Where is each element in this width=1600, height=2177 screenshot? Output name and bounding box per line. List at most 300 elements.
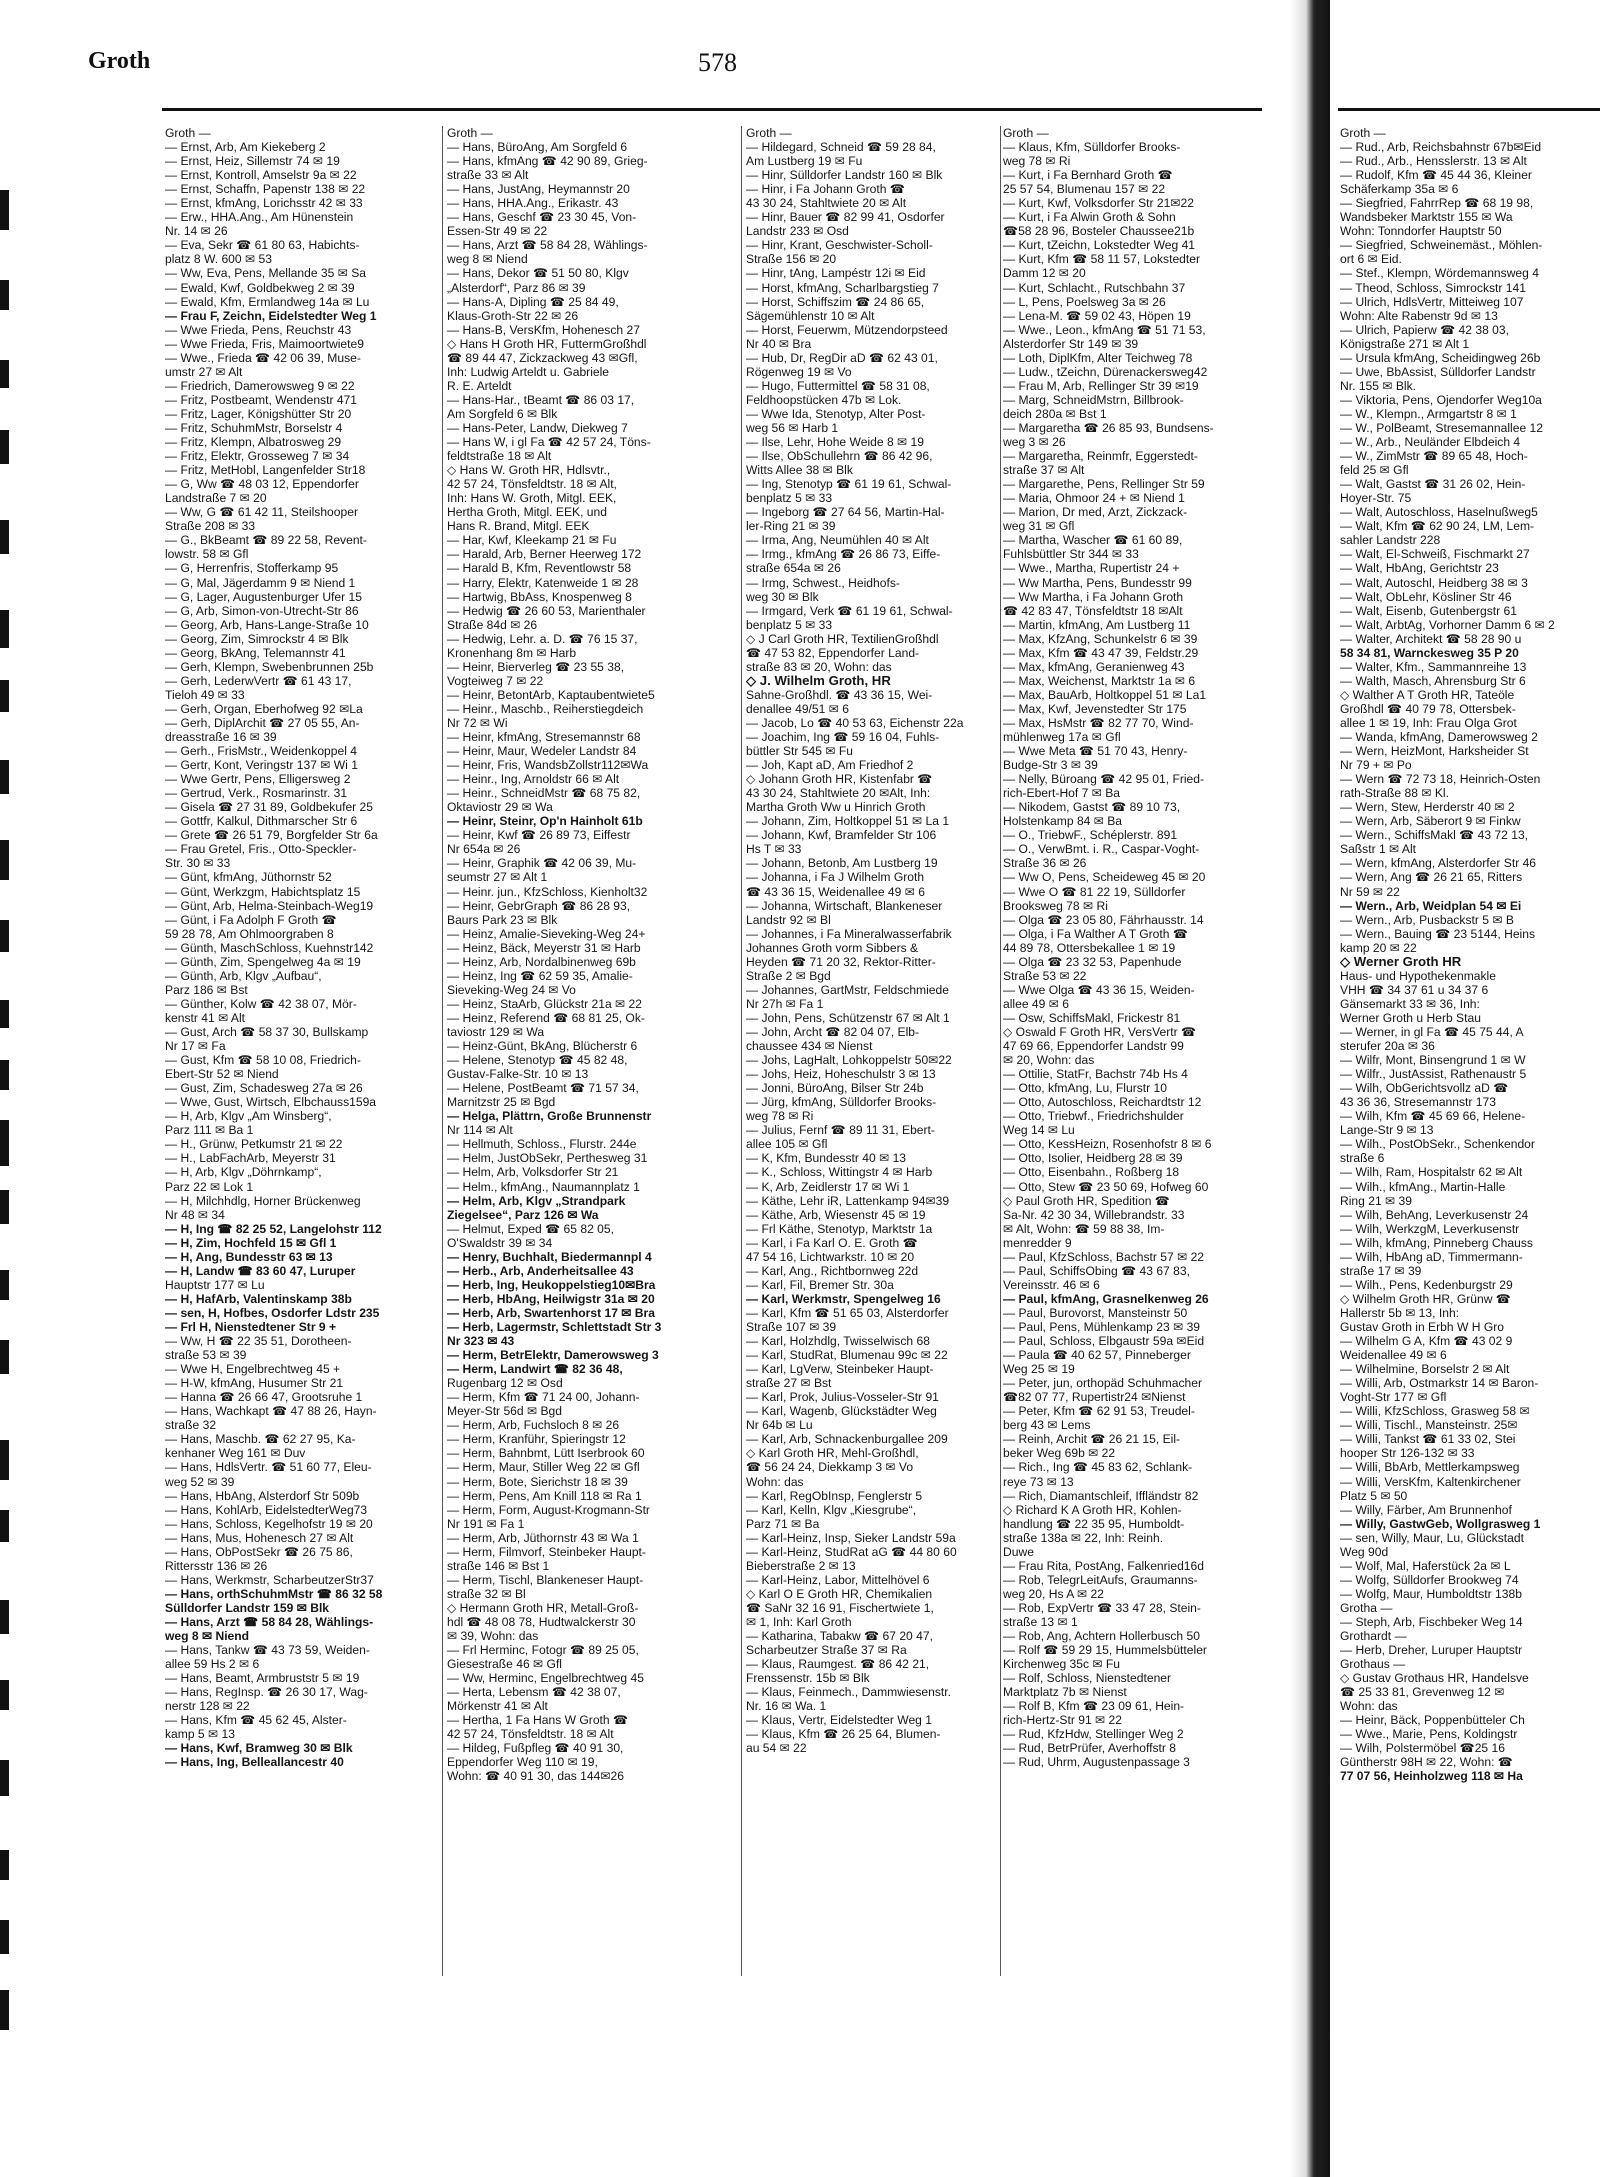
directory-entry: Meyer-Str 56d ✉ Bgd bbox=[447, 1404, 562, 1419]
directory-entry: ◇ Paul Groth HR, Spedition ☎ bbox=[1003, 1193, 1170, 1208]
book-gutter bbox=[1290, 0, 1330, 2177]
directory-entry: — Rud, KfzHdw, Stellinger Weg 2 bbox=[1003, 1727, 1184, 1742]
directory-entry: — O., VerwBmt. i. R., Caspar-Voght- bbox=[1003, 842, 1200, 857]
directory-entry: — Heinr, Kwf ☎ 26 89 73, Eiffestr bbox=[447, 828, 631, 843]
directory-entry: ☎ 43 36 15, Weidenallee 49 ✉ 6 bbox=[746, 884, 925, 899]
directory-entry: — Wern, Ang ☎ 26 21 65, Ritters bbox=[1340, 870, 1523, 885]
directory-entry: — Heinz, Amalie-Sieveking-Weg 24+ bbox=[447, 926, 646, 941]
directory-entry: 42 57 24, Tönsfeldtstr. 18 ✉ Alt bbox=[447, 1727, 614, 1742]
directory-entry: Nr 654a ✉ 26 bbox=[447, 842, 521, 857]
directory-entry: Nr 323 ✉ 43 bbox=[447, 1334, 515, 1349]
directory-entry: — Lena-M. ☎ 59 02 43, Höpen 19 bbox=[1003, 308, 1191, 323]
directory-entry: — Hans, BüroAng, Am Sorgfeld 6 bbox=[447, 140, 628, 155]
directory-entry: — Helga, Plättrn, Große Brunnenstr bbox=[447, 1109, 652, 1124]
directory-entry: — Siegfried, FahrrRep ☎ 68 19 98, bbox=[1340, 196, 1534, 211]
directory-entry: Tieloh 49 ✉ 33 bbox=[165, 687, 245, 702]
directory-entry: — Gust, Zim, Schadesweg 27a ✉ 26 bbox=[165, 1081, 363, 1096]
directory-entry: — Johs, Heiz, Hoheschulstr 3 ✉ 13 bbox=[746, 1067, 936, 1082]
directory-entry: — Willy, Färber, Am Brunnenhof bbox=[1340, 1502, 1512, 1517]
directory-entry: — Johannes, i Fa Mineralwasserfabrik bbox=[746, 926, 952, 941]
directory-entry: — Hinr, i Fa Johann Groth ☎ bbox=[746, 182, 905, 197]
directory-entry: — Heinr., Ing, Arnoldstr 66 ✉ Alt bbox=[447, 772, 620, 787]
directory-entry: — Herm, Bote, Sierichstr 18 ✉ 39 bbox=[447, 1474, 628, 1489]
directory-entry: Wohn: das bbox=[746, 1474, 804, 1489]
directory-entry: — Rud, BetrPrüfer, Averhoffstr 8 bbox=[1003, 1741, 1176, 1756]
directory-entry: — Har, Kwf, Kleekamp 21 ✉ Fu bbox=[447, 533, 617, 548]
directory-entry: — Heinr, Maur, Wedeler Landstr 84 bbox=[447, 744, 637, 759]
directory-entry: — Ernst, Schaffn, Papenstr 138 ✉ 22 bbox=[165, 182, 366, 197]
directory-entry: — Heinr., Maschb., Reiherstiegdeich bbox=[447, 701, 644, 716]
directory-entry: straße 6 bbox=[1340, 1151, 1385, 1166]
directory-entry: — Günt, Arb, Helma-Steinbach-Weg19 bbox=[165, 898, 374, 913]
directory-entry: Straße 36 ✉ 26 bbox=[1003, 856, 1087, 871]
directory-entry: — Hans, Geschf ☎ 23 30 45, Von- bbox=[447, 210, 637, 225]
directory-entry: Rugenbarg 12 ✉ Osd bbox=[447, 1376, 563, 1391]
directory-entry: — Willi, Tischl., Mansteinstr. 25✉ bbox=[1340, 1418, 1518, 1433]
directory-entry: — Fritz, MetHobl, Langenfelder Str18 bbox=[165, 463, 366, 478]
directory-entry: — Karl, StudRat, Blumenau 99c ✉ 22 bbox=[746, 1348, 948, 1363]
directory-entry: benplatz 5 ✉ 33 bbox=[746, 491, 833, 506]
directory-entry: — Hinr, tAng, Lampéstr 12i ✉ Eid bbox=[746, 266, 926, 281]
directory-entry: — Fritz, Postbeamt, Wendenstr 471 bbox=[165, 392, 358, 407]
directory-entry: — Hedwig, Lehr. a. D. ☎ 76 15 37, bbox=[447, 631, 638, 646]
directory-entry: ◇ J Carl Groth HR, TextilienGroßhdl bbox=[746, 631, 939, 646]
directory-entry: — Gust, Arch ☎ 58 37 30, Bullskamp bbox=[165, 1025, 369, 1039]
directory-entry: R. E. Arteldt bbox=[447, 378, 512, 393]
directory-entry: — Frau F, Zeichn, Eidelstedter Weg 1 bbox=[165, 308, 377, 323]
directory-entry: Oktaviostr 29 ✉ Wa bbox=[447, 800, 553, 815]
directory-entry: — Wwe., Frieda ☎ 42 06 39, Muse- bbox=[165, 350, 361, 365]
directory-entry: Haus- und Hypothekenmakle bbox=[1340, 968, 1496, 983]
directory-entry: — Frau Rita, PostAng, Falkenried16d bbox=[1003, 1558, 1204, 1573]
directory-entry: — Nikodem, Gastst ☎ 89 10 73, bbox=[1003, 800, 1181, 815]
directory-entry: — Ernst, Arb, Am Kiekeberg 2 bbox=[165, 140, 326, 155]
directory-entry: Straße 107 ✉ 39 bbox=[746, 1319, 837, 1334]
directory-entry: Kronenhang 8m ✉ Harb bbox=[447, 645, 577, 660]
directory-entry: — Steph, Arb, Fischbeker Weg 14 bbox=[1340, 1614, 1523, 1629]
directory-entry: — Otto, kfmAng, Lu, Flurstr 10 bbox=[1003, 1081, 1167, 1096]
directory-entry: — Marion, Dr med, Arzt, Zickzack- bbox=[1003, 505, 1188, 520]
directory-entry: Mörkenstr 41 ✉ Alt bbox=[447, 1699, 548, 1714]
directory-entry: — Jacob, Lo ☎ 40 53 63, Eichenstr 22a bbox=[746, 715, 964, 730]
directory-entry: — Hildegard, Schneid ☎ 59 28 84, bbox=[746, 140, 936, 155]
directory-entry: — Wolf, Mal, Haferstück 2a ✉ L bbox=[1340, 1558, 1511, 1573]
directory-entry: — Karl-Heinz, Insp, Sieker Landstr 59a bbox=[746, 1530, 956, 1545]
directory-entry: — Willi, Arb, Ostmarkstr 14 ✉ Baron- bbox=[1340, 1376, 1539, 1391]
directory-entry: Hoyer-Str. 75 bbox=[1340, 491, 1412, 506]
directory-entry: — sen, H, Hofbes, Osdorfer Ldstr 235 bbox=[165, 1305, 380, 1320]
directory-entry: — Walt, Eisenb, Gutenbergstr 61 bbox=[1340, 603, 1518, 618]
directory-entry: rich-Hertz-Str 91 ✉ 22 bbox=[1003, 1713, 1123, 1728]
directory-entry: — Gust, Kfm ☎ 58 10 08, Friedrich- bbox=[165, 1053, 361, 1068]
directory-entry: Groth — bbox=[1340, 126, 1386, 140]
directory-entry: weg 78 ✉ Ri bbox=[746, 1109, 814, 1124]
directory-entry: — Herm, Arb, Fuchsloch 8 ✉ 26 bbox=[447, 1418, 620, 1433]
directory-entry: mühlenweg 17a ✉ Gfl bbox=[1003, 730, 1121, 745]
directory-entry: — Günth, MaschSchloss, Kuehnstr142 bbox=[165, 940, 374, 955]
directory-entry: — Jonni, BüroAng, Bilser Str 24b bbox=[746, 1081, 924, 1096]
directory-entry: taviostr 129 ✉ Wa bbox=[447, 1025, 545, 1039]
directory-entry: — Herm, Maur, Stiller Weg 22 ✉ Gfl bbox=[447, 1460, 640, 1475]
directory-entry: — Paul, SchiffsObing ☎ 43 67 83, bbox=[1003, 1263, 1190, 1278]
directory-entry: — Hans, ObPostSekr ☎ 26 75 86, bbox=[165, 1544, 353, 1559]
directory-entry: chaussee 434 ✉ Nienst bbox=[746, 1039, 873, 1054]
directory-entry: — Ursula kfmAng, Scheidingweg 26b bbox=[1340, 350, 1541, 365]
directory-entry: Straße 156 ✉ 20 bbox=[746, 252, 837, 267]
directory-entry: — Klaus, Feinmech., Dammwiesenstr. bbox=[746, 1685, 951, 1700]
directory-entry: Nr 48 ✉ 34 bbox=[165, 1207, 225, 1222]
directory-entry: Hans R. Brand, Mitgl. EEK bbox=[447, 519, 590, 534]
directory-entry: — Günth, Zim, Spengelweg 4a ✉ 19 bbox=[165, 954, 361, 969]
directory-entry: — Wwe, Gust, Wirtsch, Elbchauss159a bbox=[165, 1095, 377, 1110]
directory-entry: — Siegfried, Schweinemäst., Möhlen- bbox=[1340, 238, 1543, 253]
directory-entry: menredder 9 bbox=[1003, 1235, 1072, 1250]
directory-entry: — Frau M, Arb, Rellinger Str 39 ✉19 bbox=[1003, 378, 1199, 393]
directory-entry: O'Swaldstr 39 ✉ 34 bbox=[447, 1235, 553, 1250]
directory-entry: straße 33 ✉ Alt bbox=[447, 168, 529, 183]
directory-entry: — Ww Martha, Pens, Bundesstr 99 bbox=[1003, 575, 1192, 590]
directory-entry: — Günther, Kolw ☎ 42 38 07, Mör- bbox=[165, 996, 357, 1011]
directory-entry: — Hans, Arzt ☎ 58 84 28, Wählings- bbox=[447, 238, 648, 253]
directory-entry: — Gottfr, Kalkul, Dithmarscher Str 6 bbox=[165, 814, 358, 829]
directory-entry: — Kurt, Schlacht., Rutschbahn 37 bbox=[1003, 280, 1186, 295]
directory-entry: weg 20, Hs A ✉ 22 bbox=[1003, 1586, 1104, 1601]
directory-entry: — Wilh, BehAng, Leverkusenstr 24 bbox=[1340, 1207, 1529, 1222]
directory-entry: — Wern, Stew, Herderstr 40 ✉ 2 bbox=[1340, 800, 1515, 815]
directory-entry: ✉ 1, Inh: Karl Groth bbox=[746, 1614, 852, 1629]
directory-entry: — Gertr, Kont, Veringstr 137 ✉ Wi 1 bbox=[165, 758, 358, 773]
directory-entry: — Frl Herminc, Fotogr ☎ 89 25 05, bbox=[447, 1643, 639, 1658]
directory-entry: Alsterdorfer Str 149 ✉ 39 bbox=[1003, 336, 1139, 351]
directory-entry: — Walt, ObLehr, Kösliner Str 46 bbox=[1340, 589, 1512, 604]
directory-entry: weg 30 ✉ Blk bbox=[746, 589, 819, 604]
directory-entry: — Käthe, Arb, Wiesenstr 45 ✉ 19 bbox=[746, 1207, 926, 1222]
directory-entry: Hauptstr 177 ✉ Lu bbox=[165, 1277, 265, 1292]
directory-entry: — Gerh, LederwVertr ☎ 61 43 17, bbox=[165, 673, 352, 688]
directory-entry: sterufer 20a ✉ 36 bbox=[1340, 1039, 1435, 1054]
directory-entry: Holstenkamp 84 ✉ Ba bbox=[1003, 814, 1123, 829]
directory-entry: — Hellmuth, Schloss., Flurstr. 244e bbox=[447, 1137, 637, 1152]
directory-entry: ☎ 47 53 82, Eppendorfer Land- bbox=[746, 645, 920, 660]
directory-entry: — Hinr, Krant, Geschwister-Scholl- bbox=[746, 238, 933, 253]
directory-entry: Am Lustberg 19 ✉ Fu bbox=[746, 154, 863, 169]
directory-entry: allee 1 ✉ 19, Inh: Frau Olga Grot bbox=[1340, 715, 1517, 730]
directory-entry: — Martin, kfmAng, Am Lustberg 11 bbox=[1003, 617, 1191, 632]
directory-entry: — Ulrich, HdlsVertr, Mitteiweg 107 bbox=[1340, 294, 1524, 309]
directory-column-2 bbox=[447, 126, 723, 1784]
directory-entry: — Irmg, Schwest., Heidhofs- bbox=[746, 575, 900, 590]
header-rule-right-page bbox=[1338, 108, 1600, 111]
directory-entry: — Karl, Kelln, Klgv „Kiesgrube“, bbox=[746, 1502, 917, 1517]
directory-entry: Klaus-Groth-Str 22 ✉ 26 bbox=[447, 308, 579, 323]
directory-entry: — Ww O, Pens, Scheideweg 45 ✉ 20 bbox=[1003, 870, 1206, 885]
directory-entry: — Gerh, Organ, Eberhofweg 92 ✉La bbox=[165, 701, 363, 716]
directory-entry: Straße 84d ✉ 26 bbox=[447, 617, 538, 632]
directory-entry: Hallerstr 5b ✉ 13, Inh: bbox=[1340, 1305, 1460, 1320]
directory-entry: — Heinz, StaArb, Glückstr 21a ✉ 22 bbox=[447, 996, 642, 1011]
directory-entry: — Wwe Frieda, Pens, Reuchstr 43 bbox=[165, 322, 352, 337]
directory-entry: VHH ☎ 34 37 61 u 34 37 6 bbox=[1340, 982, 1489, 997]
directory-entry: — Frl H, Nienstedtener Str 9 + bbox=[165, 1319, 337, 1334]
directory-entry: — Hugo, Futtermittel ☎ 58 31 08, bbox=[746, 378, 930, 393]
directory-entry: Vereinsstr. 46 ✉ 6 bbox=[1003, 1277, 1100, 1292]
directory-entry: ✉ 39, Wohn: das bbox=[447, 1629, 539, 1644]
directory-entry: — Heinr, Bierverleg ☎ 23 55 38, bbox=[447, 659, 625, 674]
directory-entry: — Karl, RegObInsp, Fenglerstr 5 bbox=[746, 1488, 923, 1503]
directory-entry: — Heinz, Referend ☎ 68 81 25, Ok- bbox=[447, 1010, 645, 1025]
directory-entry: weg 8 ✉ Niend bbox=[447, 252, 528, 267]
directory-entry: — Wern., Arb, Weidplan 54 ✉ Ei bbox=[1340, 898, 1522, 913]
directory-entry: — Wilh, WerkzgM, Leverkusenstr bbox=[1340, 1221, 1520, 1236]
directory-entry: — Walter, Architekt ☎ 58 28 90 u bbox=[1340, 631, 1522, 646]
directory-entry: denallee 49/51 ✉ 6 bbox=[746, 701, 849, 716]
directory-entry: — Hartwig, BbAss, Knospenweg 8 bbox=[447, 589, 632, 604]
directory-entry: allee 105 ✉ Gfl bbox=[746, 1137, 828, 1152]
directory-entry: Nr 27h ✉ Fa 1 bbox=[746, 996, 824, 1011]
directory-entry: — Wilh, kfmAng, Pinneberg Chauss bbox=[1340, 1235, 1533, 1250]
directory-entry: — Wern, Arb, Säberort 9 ✉ Finkw bbox=[1340, 814, 1521, 829]
directory-entry: Sa-Nr. 42 30 34, Willebrandstr. 33 bbox=[1003, 1207, 1185, 1222]
directory-entry: — Helm, Arb, Volksdorfer Str 21 bbox=[447, 1165, 619, 1180]
directory-entry: — Johs, LagHalt, Lohkoppelstr 50✉22 bbox=[746, 1053, 952, 1068]
directory-entry: umstr 27 ✉ Alt bbox=[165, 364, 243, 379]
directory-entry: — Uwe, BbAssist, Sülldorfer Landstr bbox=[1340, 364, 1536, 379]
directory-entry: Wohn: das bbox=[1340, 1699, 1398, 1714]
page-header bbox=[88, 28, 1258, 78]
directory-entry: Nr 59 ✉ 22 bbox=[1340, 884, 1400, 899]
directory-entry: Ebert-Str 52 ✉ Niend bbox=[165, 1067, 279, 1082]
directory-entry: — Helene, Stenotyp ☎ 45 82 48, bbox=[447, 1053, 628, 1068]
directory-entry: hdl ☎ 48 08 78, Hudtwalckerstr 30 bbox=[447, 1614, 636, 1629]
directory-entry: — Olga, i Fa Walther A T Groth ☎ bbox=[1003, 926, 1188, 941]
directory-entry: — Ing, Stenotyp ☎ 61 19 61, Schwal- bbox=[746, 477, 952, 492]
directory-entry: — Helm, Arb, Klgv „Strandpark bbox=[447, 1193, 626, 1208]
directory-entry: ✉ 20, Wohn: das bbox=[1003, 1053, 1095, 1068]
directory-entry: — Rich, Diamantschleif, Iffländstr 82 bbox=[1003, 1488, 1199, 1503]
directory-entry: — Horst, kfmAng, Scharlbargstieg 7 bbox=[746, 280, 939, 295]
directory-entry: Straße 208 ✉ 33 bbox=[165, 519, 256, 534]
directory-entry: — G, Ww ☎ 48 03 12, Eppendorfer bbox=[165, 477, 359, 492]
directory-entry: — Hans, HHA.Ang., Erikastr. 43 bbox=[447, 196, 619, 211]
directory-entry: ler-Ring 21 ✉ 39 bbox=[746, 519, 836, 534]
directory-entry: — Hans, Beamt, Armbruststr 5 ✉ 19 bbox=[165, 1671, 360, 1686]
directory-entry: — Ilse, Lehr, Hohe Weide 8 ✉ 19 bbox=[746, 435, 924, 450]
directory-entry: — Hertha, 1 Fa Hans W Groth ☎ bbox=[447, 1713, 629, 1728]
directory-entry: — Hinr, Sülldorfer Landstr 160 ✉ Blk bbox=[746, 168, 943, 183]
directory-entry: — H-W, kfmAng, Husumer Str 21 bbox=[165, 1376, 344, 1391]
directory-entry: Hertha Groth, Mitgl. EEK, und bbox=[447, 505, 607, 520]
directory-entry: — Otto, KessHeizn, Rosenhofstr 8 ✉ 6 bbox=[1003, 1137, 1212, 1152]
directory-entry: weg 78 ✉ Ri bbox=[1003, 154, 1071, 169]
directory-entry: rich-Ebert-Hof 7 ✉ Ba bbox=[1003, 786, 1120, 801]
directory-entry: Nr 64b ✉ Lu bbox=[746, 1418, 813, 1433]
directory-entry: Groth — bbox=[165, 126, 211, 140]
directory-entry: Martha Groth Ww u Hinrich Groth bbox=[746, 800, 926, 815]
directory-entry: — Rud., Arb., Hensslerstr. 13 ✉ Alt bbox=[1340, 154, 1527, 169]
directory-entry: Budge-Str 3 ✉ 39 bbox=[1003, 758, 1098, 773]
directory-entry: allee 49 ✉ 6 bbox=[1003, 996, 1069, 1011]
directory-entry: — Grete ☎ 26 51 79, Borgfelder Str 6a bbox=[165, 828, 378, 843]
directory-entry: Nr 40 ✉ Bra bbox=[746, 336, 812, 351]
directory-entry: Parz 71 ✉ Ba bbox=[746, 1516, 820, 1531]
directory-entry: — Willi, Tankst ☎ 61 33 02, Stei bbox=[1340, 1432, 1516, 1447]
directory-entry: — Reinh, Archit ☎ 26 21 15, Eil- bbox=[1003, 1432, 1181, 1447]
directory-entry: — Harald, Arb, Berner Heerweg 172 bbox=[447, 547, 642, 562]
directory-entry: Wohn: ☎ 40 91 30, das 144✉26 bbox=[447, 1769, 624, 1784]
directory-entry: — Frl Käthe, Stenotyp, Marktstr 1a bbox=[746, 1221, 933, 1236]
directory-entry: Voght-Str 177 ✉ Gfl bbox=[1340, 1390, 1447, 1405]
directory-entry: — Johanna, i Fa J Wilhelm Groth bbox=[746, 870, 925, 885]
directory-entry: — Walt, Gastst ☎ 31 26 02, Hein- bbox=[1340, 477, 1526, 492]
directory-entry: Königstraße 271 ✉ Alt 1 bbox=[1340, 336, 1470, 351]
directory-entry: ☎ 89 44 47, Zickzackweg 43 ✉Gfl, bbox=[447, 350, 638, 365]
directory-entry: — Ww Martha, i Fa Johann Groth bbox=[1003, 589, 1184, 604]
directory-entry: — Wilh, Ram, Hospitalstr 62 ✉ Alt bbox=[1340, 1165, 1523, 1180]
directory-entry: ◇ Karl Groth HR, Mehl-Großhdl, bbox=[746, 1446, 919, 1461]
directory-entry: — Wern., Bauing ☎ 23 5144, Heins bbox=[1340, 926, 1536, 941]
directory-entry: — K, Kfm, Bundesstr 40 ✉ 13 bbox=[746, 1151, 907, 1166]
directory-entry: rath-Straße 88 ✉ Kl. bbox=[1340, 786, 1449, 801]
directory-entry: — Herm, Form, August-Krogmann-Str bbox=[447, 1502, 650, 1517]
directory-entry: — Fritz, Klempn, Albatrosweg 29 bbox=[165, 435, 342, 450]
directory-entry: — Gerh, DiplArchit ☎ 27 05 55, An- bbox=[165, 715, 360, 730]
directory-entry: — Herm, Kranführ, Spieringstr 12 bbox=[447, 1432, 626, 1447]
directory-entry: — Irmgard, Verk ☎ 61 19 61, Schwal- bbox=[746, 603, 953, 618]
directory-entry: Hs T ✉ 33 bbox=[746, 842, 802, 857]
directory-entry: ◇ Richard K A Groth HR, Kohlen- bbox=[1003, 1502, 1182, 1517]
directory-entry: Eppendorfer Weg 110 ✉ 19, bbox=[447, 1755, 598, 1770]
directory-entry: — H., LabFachArb, Meyerstr 31 bbox=[165, 1151, 336, 1166]
directory-entry: — Nelly, Büroang ☎ 42 95 01, Fried- bbox=[1003, 772, 1205, 787]
directory-entry: — Walt, ArbtAg, Vorhorner Damm 6 ✉ 2 bbox=[1340, 617, 1555, 632]
directory-entry: — Walth, Masch, Ahrensburg Str 6 bbox=[1340, 673, 1526, 688]
directory-entry: — Helmut, Exped ☎ 65 82 05, bbox=[447, 1221, 614, 1236]
directory-entry: — Maria, Ohmoor 24 + ✉ Niend 1 bbox=[1003, 491, 1185, 506]
directory-entry: — Hans, Maschb. ☎ 62 27 95, Ka- bbox=[165, 1432, 356, 1447]
directory-entry: Essen-Str 49 ✉ 22 bbox=[447, 224, 548, 239]
directory-entry: — Hanna ☎ 26 66 47, Grootsruhe 1 bbox=[165, 1390, 363, 1405]
directory-entry: — Karl, Arb, Schnackenburgallee 209 bbox=[746, 1432, 948, 1447]
directory-entry: — Klaus, Vertr, Eidelstedter Weg 1 bbox=[746, 1713, 932, 1728]
directory-entry: — John, Pens, Schützenstr 67 ✉ Alt 1 bbox=[746, 1010, 950, 1025]
directory-entry: Weg 14 ✉ Lu bbox=[1003, 1123, 1075, 1138]
directory-entry: — Werner, in gl Fa ☎ 45 75 44, A bbox=[1340, 1025, 1524, 1039]
directory-entry: — Theod, Schloss, Simrockstr 141 bbox=[1340, 280, 1526, 295]
directory-entry: Platz 5 ✉ 50 bbox=[1340, 1488, 1408, 1503]
directory-entry: — G, Lager, Augustenburger Ufer 15 bbox=[165, 589, 362, 604]
directory-entry: ◇ Walther A T Groth HR, Tateöle bbox=[1340, 687, 1515, 702]
directory-entry: — Wwe O ☎ 81 22 19, Sülldorfer bbox=[1003, 884, 1186, 899]
directory-entry: — Hans, Tankw ☎ 43 73 59, Weiden- bbox=[165, 1643, 370, 1658]
directory-entry: Groth — bbox=[447, 126, 493, 140]
directory-entry: — Walt, HbAng, Gerichtstr 23 bbox=[1340, 561, 1499, 576]
directory-entry: Witts Allee 38 ✉ Blk bbox=[746, 463, 853, 478]
directory-entry: — Horst, Schiffszim ☎ 24 86 65, bbox=[746, 294, 925, 309]
directory-entry: — Willi, VersKfm, Kaltenkirchener bbox=[1340, 1474, 1521, 1489]
directory-entry: Inh: Ludwig Arteldt u. Gabriele bbox=[447, 364, 610, 379]
directory-entry: ◇ Wilhelm Groth HR, Grünw ☎ bbox=[1340, 1291, 1511, 1306]
directory-entry: 25 57 54, Blumenau 157 ✉ 22 bbox=[1003, 182, 1166, 197]
directory-entry: — Wolfg, Sülldorfer Brookweg 74 bbox=[1340, 1572, 1519, 1587]
directory-entry: — O., TriebwF., Schéplerstr. 891 bbox=[1003, 828, 1178, 843]
directory-entry: straße 27 ✉ Bst bbox=[746, 1376, 832, 1391]
directory-entry: Feldhoopstücken 47b ✉ Lok. bbox=[746, 392, 902, 407]
directory-entry: — Wilhelm G A, Kfm ☎ 43 02 9 bbox=[1340, 1334, 1513, 1349]
directory-entry: — Heinr. jun., KfzSchloss, Kienholt32 bbox=[447, 884, 648, 899]
directory-entry: Sahne-Großhdl. ☎ 43 36 15, Wei- bbox=[746, 687, 933, 702]
directory-entry: — Stef., Klempn, Wördemannsweg 4 bbox=[1340, 266, 1539, 281]
directory-entry: — Peter, jun, orthopäd Schuhmacher bbox=[1003, 1376, 1202, 1391]
directory-entry: — Gerh., FrisMstr., Weidenkoppel 4 bbox=[165, 744, 357, 759]
directory-entry: Kirchenweg 35c ✉ Fu bbox=[1003, 1657, 1121, 1672]
directory-entry: — Heinr., SchneidMstr ☎ 68 75 82, bbox=[447, 786, 641, 801]
directory-entry: — Wilhelmine, Borselstr 2 ✉ Alt bbox=[1340, 1362, 1510, 1377]
directory-entry: — Hans, kfmAng ☎ 42 90 89, Grieg- bbox=[447, 154, 648, 169]
directory-entry: — H, Ing ☎ 82 25 52, Langelohstr 112 bbox=[165, 1221, 382, 1236]
directory-entry: — Günt, kfmAng, Jüthornstr 52 bbox=[165, 870, 332, 885]
directory-entry: ✉ Alt, Wohn: ☎ 59 88 38, Im- bbox=[1003, 1221, 1165, 1236]
directory-entry: — Gertrud, Verk., Rosmarinstr. 31 bbox=[165, 786, 348, 801]
directory-entry: — Günth, Arb, Klgv „Aufbau“, bbox=[165, 968, 322, 983]
directory-entry: kamp 20 ✉ 22 bbox=[1340, 940, 1417, 955]
directory-entry: Gustav Groth in Erbh W H Gro bbox=[1340, 1319, 1504, 1334]
directory-entry: ☎58 28 96, Bosteler Chaussee21b bbox=[1003, 224, 1195, 239]
directory-entry: — Rob, Ang, Achtern Hollerbusch 50 bbox=[1003, 1629, 1200, 1644]
directory-entry: — Paul, Burovorst, Mansteinstr 50 bbox=[1003, 1305, 1188, 1320]
directory-entry: 47 69 66, Eppendorfer Landstr 99 bbox=[1003, 1039, 1184, 1054]
directory-entry: kenstr 41 ✉ Alt bbox=[165, 1010, 246, 1025]
directory-entry: — Hedwig ☎ 26 60 53, Marienthaler bbox=[447, 603, 646, 618]
directory-entry: — Hans, Dekor ☎ 51 50 80, Klgv bbox=[447, 266, 629, 281]
directory-entry: au 54 ✉ 22 bbox=[746, 1741, 807, 1756]
directory-entry: ort 6 ✉ Eid. bbox=[1340, 252, 1402, 267]
directory-entry: — Paul, Pens, Mühlenkamp 23 ✉ 39 bbox=[1003, 1319, 1201, 1334]
directory-entry: — Heinr, Fris, WandsbZollstr112✉Wa bbox=[447, 758, 649, 773]
directory-entry: — H, HafArb, Valentinskamp 38b bbox=[165, 1291, 352, 1306]
directory-entry: — Hans, Kfm ☎ 45 62 45, Alster- bbox=[165, 1713, 347, 1728]
directory-entry: — Klaus, Raumgest. ☎ 86 42 21, bbox=[746, 1657, 930, 1672]
directory-entry: — Herm, Pens, Am Knill 118 ✉ Ra 1 bbox=[447, 1488, 642, 1503]
directory-entry: — Rud., Arb, Reichsbahnstr 67b✉Eid bbox=[1340, 140, 1542, 155]
directory-entry: — Johannes, GartMstr, Feldschmiede bbox=[746, 982, 949, 997]
directory-entry: ☎ SaNr 32 16 91, Fischertwiete 1, bbox=[746, 1600, 934, 1615]
directory-entry: — Herm, Landwirt ☎ 82 36 48, bbox=[447, 1362, 623, 1377]
directory-entry: Gänsemarkt 33 ✉ 36, Inh: bbox=[1340, 996, 1480, 1011]
directory-entry: — John, Archt ☎ 82 04 07, Elb- bbox=[746, 1025, 920, 1039]
directory-column-3 bbox=[746, 126, 1008, 1755]
directory-entry: — Hans-A, Dipling ☎ 25 84 49, bbox=[447, 294, 619, 309]
directory-entry: — Katharina, Tabakw ☎ 67 20 47, bbox=[746, 1629, 933, 1644]
directory-entry: ◇ Johann Groth HR, Kistenfabr ☎ bbox=[746, 772, 933, 787]
column-divider bbox=[741, 126, 742, 1976]
directory-entry: — Wilh., Pens, Kedenburgstr 29 bbox=[1340, 1277, 1513, 1292]
directory-entry: — Wern, kfmAng, Alsterdorfer Str 46 bbox=[1340, 856, 1537, 871]
directory-entry: ◇ Karl O E Groth HR, Chemikalien bbox=[746, 1586, 933, 1601]
directory-entry: Wohn: Alte Rabenstr 9d ✉ 13 bbox=[1340, 308, 1498, 323]
directory-entry: — W., Arb., Neuländer Elbdeich 4 bbox=[1340, 435, 1521, 450]
directory-entry: — Heinr, Bäck, Poppenbütteler Ch bbox=[1340, 1713, 1525, 1728]
directory-entry: Parz 111 ✉ Ba 1 bbox=[165, 1123, 254, 1138]
directory-entry: — Olga ☎ 23 05 80, Fährhausstr. 14 bbox=[1003, 912, 1204, 927]
directory-entry: — Harry, Elektr, Katenweide 1 ✉ 28 bbox=[447, 575, 639, 590]
directory-entry: Großhdl ☎ 40 79 78, Ottersbek- bbox=[1340, 701, 1516, 716]
directory-entry: — Eva, Sekr ☎ 61 80 63, Habichts- bbox=[165, 238, 360, 253]
directory-entry: — Herta, Lebensm ☎ 42 38 07, bbox=[447, 1685, 621, 1700]
directory-entry: — Paula ☎ 40 62 57, Pinneberger bbox=[1003, 1348, 1191, 1363]
directory-entry: Straße 2 ✉ Bgd bbox=[746, 968, 831, 983]
page-number: 578 bbox=[698, 48, 737, 77]
directory-entry: — Karl, Fil, Bremer Str. 30a bbox=[746, 1277, 894, 1292]
